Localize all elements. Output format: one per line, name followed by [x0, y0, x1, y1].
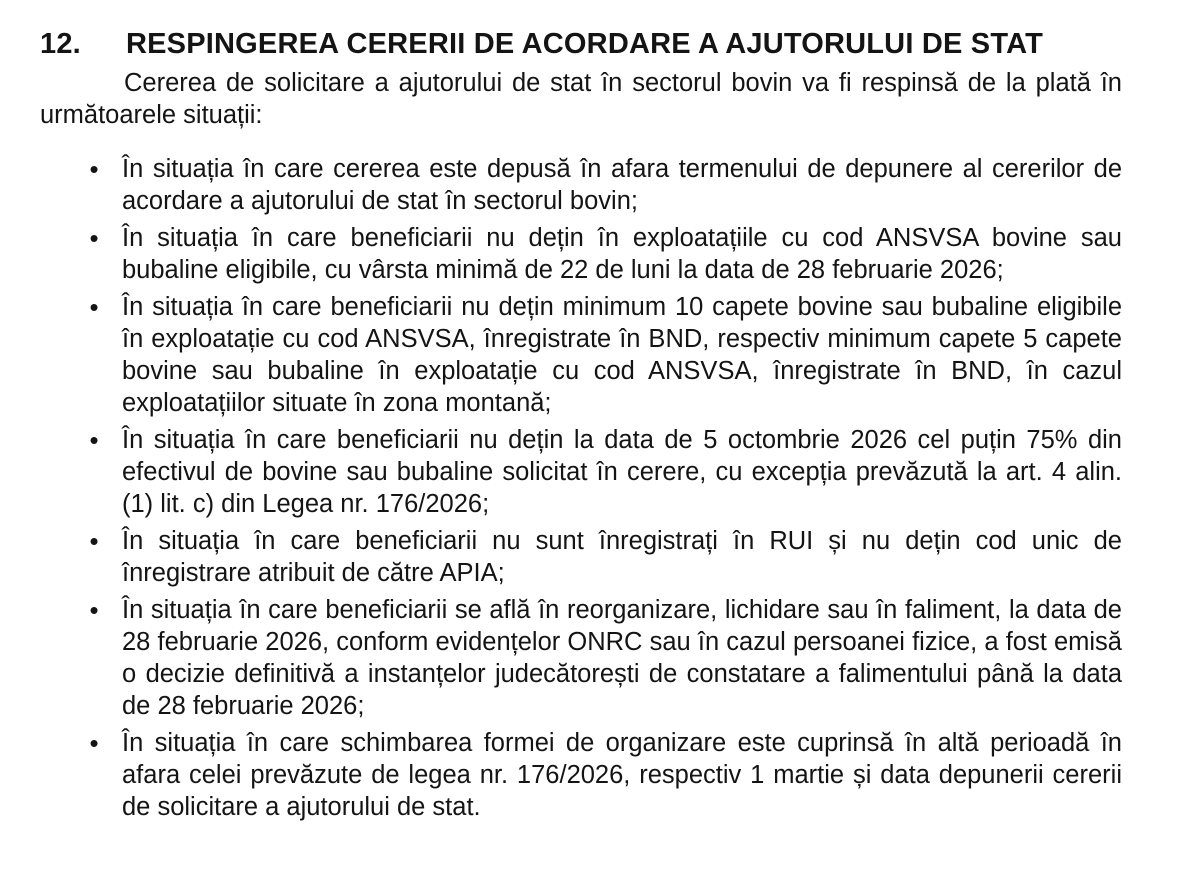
- rejection-conditions-list: [89, 153, 1122, 828]
- condition-text: În situația în care beneficiarii nu dețin minimum 10 capete bovine sau bubaline eligibile în exploatație cu cod ANSVSA, înregistrate în BND, respectiv minimum capete 5 capete bovine sau bubaline în exploatație cu cod ANSVSA, înregistrate în BND, în cazul exploatațiilor situate în zona montană;: [122, 293, 1122, 417]
- bullet-icon: •: [89, 425, 99, 455]
- bullet-icon: •: [89, 526, 99, 556]
- condition-text: În situația în care beneficiarii nu dețin la data de 5 octombrie 2026 cel puțin 75% din efectivul de bovine sau bubaline solicitat în cerere, cu excepția prevăzută la art. 4 alin. (1) lit. c) din Legea nr. 176/2026;: [122, 426, 1122, 518]
- condition-text: În situația în care schimbarea formei de organizare este cuprinsă în altă perioadă în afara celei prevăzute de legea nr. 176/2026, respectiv 1 martie și data depunerii cererii de solicitare a ajutorului de stat.: [122, 729, 1122, 821]
- bullet-icon: •: [89, 728, 99, 758]
- condition-item-7: [89, 727, 1122, 823]
- condition-item-5: [89, 525, 1122, 589]
- section-title: RESPINGEREA CERERII DE ACORDARE A AJUTORULUI DE STAT: [126, 28, 1043, 60]
- condition-text: În situația în care cererea este depusă în afara termenului de depunere al cererilor de acordare a ajutorului de stat în sectorul bovin;: [122, 155, 1122, 215]
- section-heading: [40, 26, 1043, 62]
- bullet-icon: •: [89, 292, 99, 322]
- condition-item-3: [89, 291, 1122, 419]
- condition-text: În situația în care beneficiarii nu dețin în exploatațiile cu cod ANSVSA bovine sau bubaline eligibile, cu vârsta minimă de 22 de luni la data de 28 februarie 2026;: [122, 224, 1122, 284]
- bullet-icon: •: [89, 595, 99, 625]
- condition-text: În situația în care beneficiarii nu sunt înregistrați în RUI și nu dețin cod unic de înregistrare atribuit de către APIA;: [122, 527, 1122, 587]
- section-number: 12.: [40, 28, 81, 60]
- condition-item-1: [89, 153, 1122, 217]
- condition-item-4: [89, 424, 1122, 520]
- condition-item-2: [89, 222, 1122, 286]
- intro-paragraph: Cererea de solicitare a ajutorului de stat în sectorul bovin va fi respinsă de la plată în următoarele situații:: [40, 69, 1122, 129]
- condition-text: În situația în care beneficiarii se află în reorganizare, lichidare sau în faliment, la data de 28 februarie 2026, conform evidențelor ONRC sau în cazul persoanei fizice, a fost emisă o decizie definitivă a instanțelor judecătorești de constatare a falimentului până la data de 28 februarie 2026;: [122, 596, 1122, 720]
- bullet-icon: •: [89, 154, 99, 184]
- bullet-icon: •: [89, 223, 99, 253]
- condition-item-6: [89, 594, 1122, 722]
